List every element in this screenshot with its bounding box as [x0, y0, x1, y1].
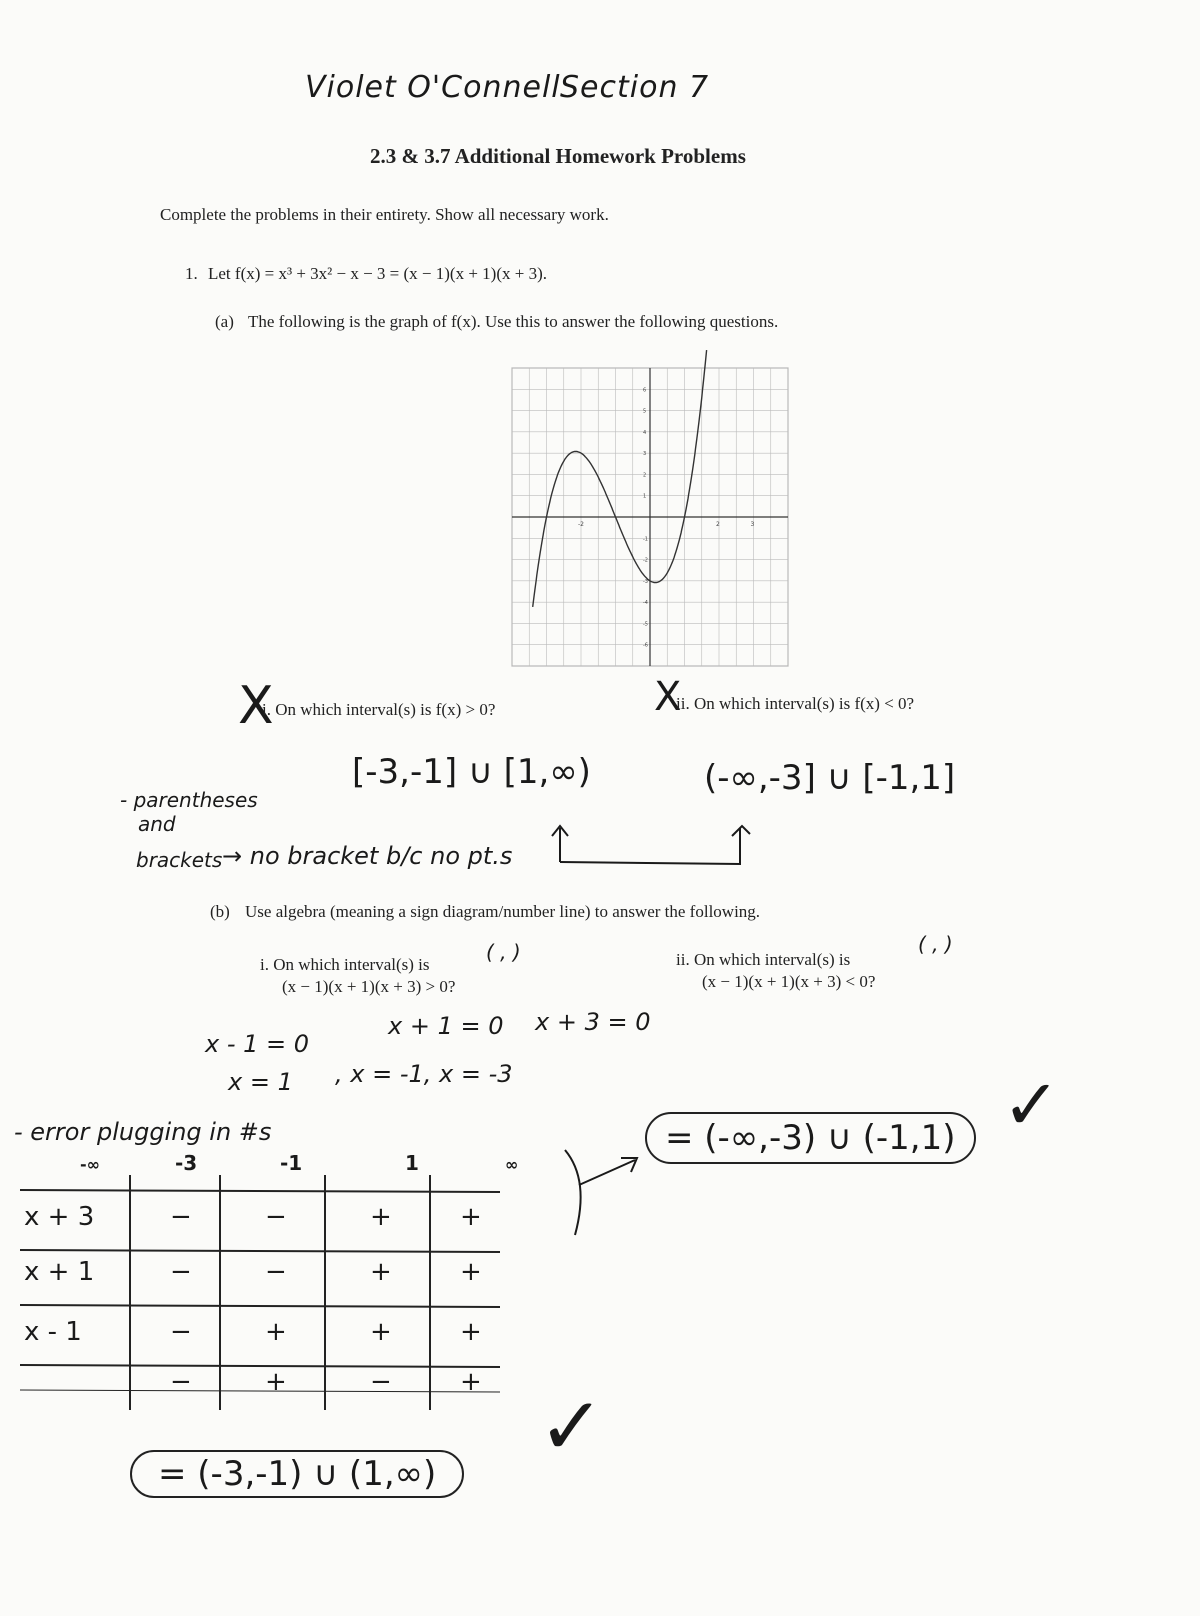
y-tick-label: -6 — [643, 642, 648, 649]
sign-chart-sign: + — [460, 1202, 482, 1232]
part-b-text: Use algebra (meaning a sign diagram/number line) to answer the following. — [245, 902, 761, 921]
sign-chart-sign: − — [170, 1317, 192, 1347]
sign-chart-row-line — [20, 1250, 500, 1252]
sign-chart-row-line — [20, 1365, 500, 1367]
problem-number: 1. — [185, 264, 198, 283]
sign-chart-sign: + — [370, 1317, 392, 1347]
incorrect-mark: X — [238, 676, 274, 736]
part-a-question-ii: ii. On which interval(s) is f(x) < 0? — [676, 694, 915, 713]
function-curve — [533, 350, 707, 607]
answer-a-i: [-3,-1] ∪ [1,∞) — [352, 752, 591, 792]
y-tick-label: -3 — [643, 578, 648, 585]
section-label: Section 7 — [560, 70, 710, 105]
sign-chart-point: -3 — [175, 1151, 198, 1175]
part-a-label: (a) — [215, 312, 234, 331]
sign-chart-factor: x - 1 — [24, 1317, 82, 1347]
student-name: Violet O'Connell — [305, 70, 561, 105]
part-b-question-i-line2: (x − 1)(x + 1)(x + 3) > 0? — [282, 977, 456, 996]
part-a-question-i: i. On which interval(s) is f(x) > 0? — [262, 700, 496, 719]
y-tick-label: -4 — [643, 600, 648, 607]
part-b-question-ii-line1: ii. On which interval(s) is — [676, 950, 851, 969]
equation-1: x - 1 = 0 — [205, 1030, 310, 1058]
x-tick-label: 3 — [750, 521, 755, 528]
answer-b-i: = (-3,-1) ∪ (1,∞) — [130, 1450, 464, 1498]
solution-1: x = 1 — [228, 1068, 293, 1096]
note-no-bracket: → no bracket b/c no pt.s — [222, 842, 513, 870]
instructions: Complete the problems in their entirety. Show all necessary work. — [160, 205, 609, 224]
sign-chart-sign: − — [370, 1367, 392, 1397]
solution-2-3: , x = -1, x = -3 — [335, 1060, 513, 1088]
y-tick-label: 5 — [643, 408, 647, 415]
y-tick-label: 4 — [643, 429, 647, 436]
note-brackets: brackets — [136, 848, 223, 872]
equation-2: x + 1 = 0 — [388, 1012, 504, 1040]
sign-chart-row-line — [20, 1305, 500, 1307]
sign-chart-sign: + — [265, 1317, 287, 1347]
sign-chart-sign: + — [460, 1317, 482, 1347]
y-tick-label: -1 — [643, 536, 648, 543]
problem-statement: Let f(x) = x³ + 3x² − x − 3 = (x − 1)(x + 1)(x + 3). — [208, 264, 547, 283]
part-b-label: (b) — [210, 902, 230, 921]
equation-3: x + 3 = 0 — [535, 1008, 651, 1036]
page-title: 2.3 & 3.7 Additional Homework Problems — [370, 144, 746, 168]
sign-chart-sign: − — [265, 1202, 287, 1232]
sign-chart-row-line — [20, 1190, 500, 1192]
function-graph — [512, 368, 788, 666]
paren-note-i: ( , ) — [486, 940, 521, 964]
check-mark-ii: ✓ — [1002, 1064, 1061, 1146]
answer-b-ii: = (-∞,-3) ∪ (-1,1) — [645, 1112, 976, 1164]
x-tick-label: 2 — [716, 521, 720, 528]
sign-chart-sign: + — [370, 1257, 392, 1287]
sign-chart-sign: + — [265, 1367, 287, 1397]
sign-chart-sign: − — [170, 1257, 192, 1287]
note-parentheses: - parentheses — [120, 788, 258, 812]
sign-chart — [20, 1140, 519, 1420]
sign-chart-sign: + — [460, 1367, 482, 1397]
y-tick-label: 6 — [643, 387, 647, 394]
y-tick-label: -5 — [643, 621, 648, 628]
part-b-question-i-line1: i. On which interval(s) is — [260, 955, 430, 974]
x-tick-label: -2 — [578, 521, 584, 528]
note-and: and — [138, 812, 176, 836]
part-b-question-ii-line2: (x − 1)(x + 1)(x + 3) < 0? — [702, 972, 876, 991]
y-tick-label: -2 — [643, 557, 648, 564]
check-mark-i: ✓ — [538, 1380, 606, 1473]
paren-note-ii: ( , ) — [918, 932, 953, 956]
y-tick-label: 1 — [643, 493, 647, 500]
sign-chart-point: -1 — [280, 1151, 303, 1175]
sign-chart-sign: − — [265, 1257, 287, 1287]
sign-chart-factor: x + 3 — [24, 1202, 95, 1232]
annotation-arrows — [530, 820, 770, 870]
sign-chart-factor: x + 1 — [24, 1257, 95, 1287]
y-tick-label: 3 — [643, 451, 647, 458]
sign-chart-point: ∞ — [505, 1155, 519, 1174]
part-a-text: The following is the graph of f(x). Use this to answer the following questions. — [248, 312, 779, 331]
sign-chart-sign: − — [170, 1202, 192, 1232]
incorrect-mark-2: X — [654, 674, 682, 720]
sign-chart-sign: + — [460, 1257, 482, 1287]
brace-arrow — [555, 1140, 650, 1240]
sign-chart-row-line — [20, 1390, 500, 1392]
sign-chart-point: 1 — [405, 1151, 419, 1175]
sign-chart-sign: + — [370, 1202, 392, 1232]
answer-a-ii: (-∞,-3] ∪ [-1,1] — [704, 758, 956, 798]
sign-chart-point: -∞ — [80, 1155, 100, 1174]
sign-chart-svg — [20, 1140, 519, 1420]
y-tick-label: 2 — [643, 472, 647, 479]
error-note: - error plugging in #s — [14, 1118, 272, 1146]
sign-chart-sign: − — [170, 1367, 192, 1397]
